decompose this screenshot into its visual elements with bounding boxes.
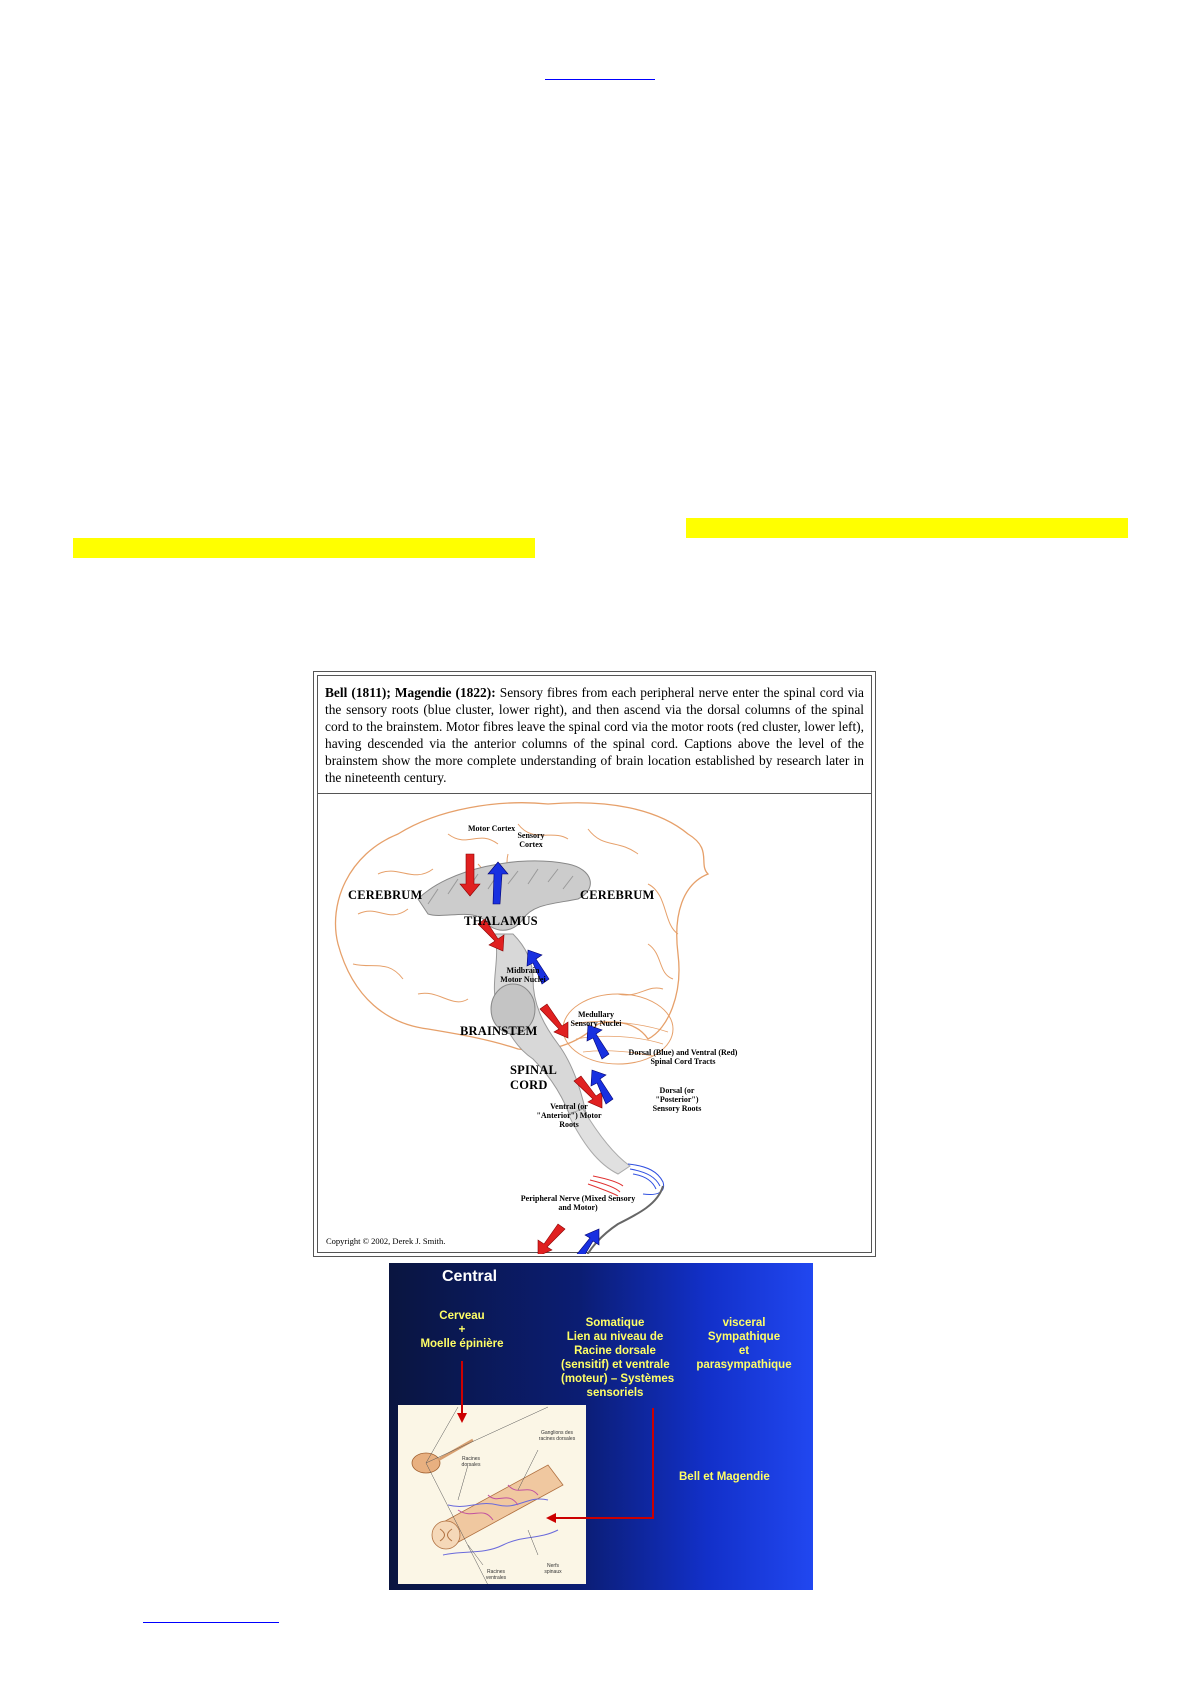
plus-line: + [458,1324,466,1336]
arrowhead-cerveau [457,1413,467,1423]
caption-lead: Bell (1811); Magendie (1822): [325,685,496,700]
label-tracts: Dorsal (Blue) and Ventral (Red) Spinal Cord Tracts [628,1048,738,1066]
bell-magendie-figure [313,671,876,1257]
highlight-bar [73,538,535,558]
label-brainstem: BRAINSTEM [460,1024,538,1038]
label-midbrain: Midbrain Motor Nuclei [500,966,546,984]
label-dorsal-roots: Dorsal (or "Posterior") Sensory Roots [652,1086,702,1113]
label-ganglions: Ganglions des racines dorsales [538,1430,576,1442]
arrow-somatique-to-inset [554,1408,653,1518]
label-racines-dorsales: Racines dorsales [461,1456,481,1468]
visceral-line-4: parasympathique [696,1359,792,1371]
visceral-line-1: visceral [722,1317,766,1329]
cerveau-line: Cerveau [439,1310,485,1322]
moelle-line: Moelle épinière [420,1338,504,1350]
label-ventral-roots: Ventral (or "Anterior") Motor Roots [536,1102,602,1129]
figure-frame [317,675,872,1253]
copyright-text: Copyright © 2002, Derek J. Smith. [326,1236,446,1246]
label-peripheral-nerve: Peripheral Nerve (Mixed Sensory and Motor) [520,1194,636,1212]
label-nerfs-spinaux: Nerfs spinaux [544,1563,562,1575]
label-cerebrum-right: CEREBRUM [580,888,655,902]
somatique-line-4: (sensitif) et ventrale [561,1359,670,1371]
arrowhead-somatique [546,1513,556,1523]
figure-caption [318,676,871,794]
visceral-line-3: et [738,1345,750,1357]
somatique-line-5: (moteur) – Systèmes [561,1373,675,1385]
somatique-line-3: Racine dorsale [574,1345,656,1357]
sensory-roots [628,1164,664,1195]
label-sensory-cortex: Sensory Cortex [517,831,545,849]
bell-magendie-label: Bell et Magendie [679,1471,770,1483]
brain-diagram [318,794,871,1252]
slide-title: Central [442,1268,498,1285]
highlight-bar [686,518,1128,538]
motor-roots [588,1176,623,1196]
label-thalamus: THALAMUS [464,914,538,928]
red-arrow-nerve [538,1224,565,1254]
somatique-line-1: Somatique [585,1317,645,1329]
label-motor-cortex: Motor Cortex [468,824,516,833]
label-cerebrum-left: CEREBRUM [348,888,423,902]
blue-arrow-medulla [587,1025,609,1059]
central-nervous-slide [389,1263,813,1590]
label-medullary: Medullary Sensory Nuclei [570,1010,622,1028]
top-hyperlink[interactable] [545,79,655,80]
slide-arrows [389,1263,813,1590]
somatique-line-2: Lien au niveau de [566,1331,664,1343]
somatique-line-6: sensoriels [586,1387,644,1399]
blue-arrow-nerve [573,1229,599,1254]
caption-text: Sensory fibres from each peripheral nerve enter the spinal cord via the sensory roots (blue cluster, lower right), and then ascend via the dorsal columns of the spinal cord to the brainstem. Motor fibres leave the spinal cord via the motor roots (red cluster, lower left), having descended via the anterior columns of the spinal cord. Captions above the level of the brainstem show the more complete understanding of brain location established by research later in the nineteenth century. [325,685,864,785]
label-racines-ventrales: Racines ventrales [485,1569,507,1581]
visceral-line-2: Sympathique [707,1331,781,1343]
bottom-hyperlink[interactable] [143,1622,279,1623]
label-spinal-cord: SPINAL CORD [510,1063,557,1092]
